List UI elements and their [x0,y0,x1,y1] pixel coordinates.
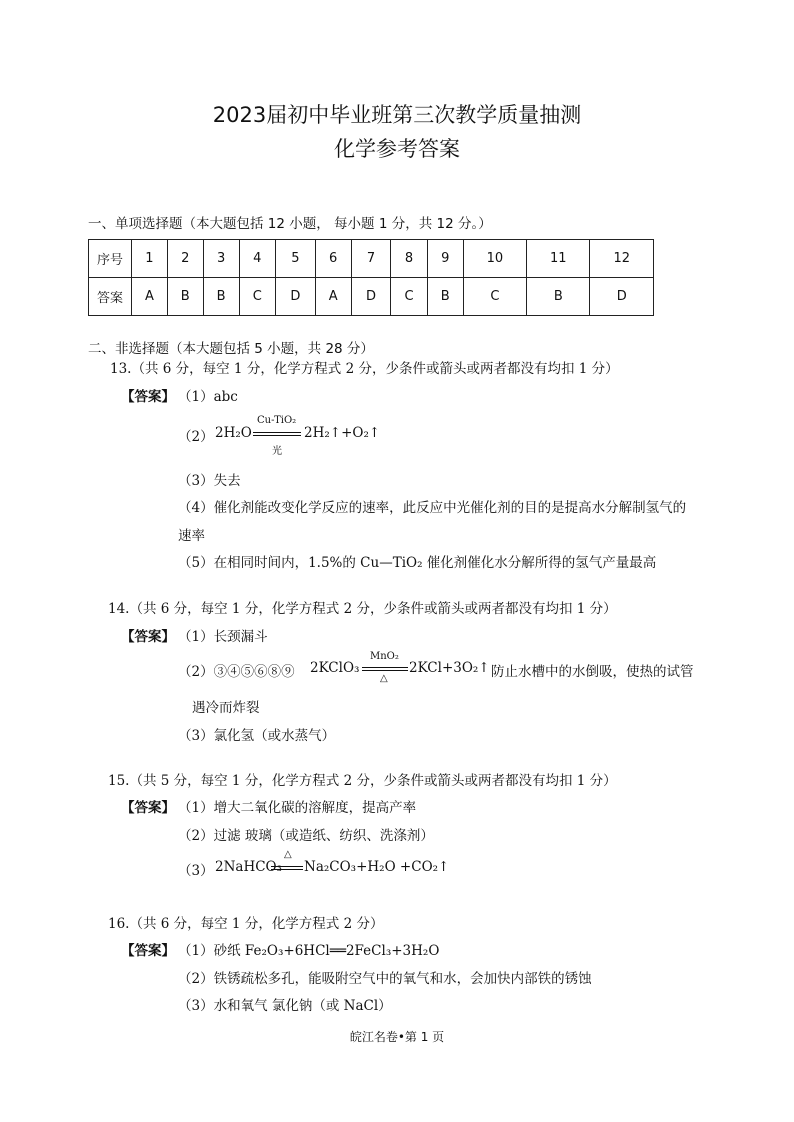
table-cell: B [427,278,463,316]
q15-equation-line-2 [271,869,303,870]
table-cell: D [275,278,315,316]
q14-equation-line-2 [362,670,408,671]
table-cell: A [132,278,168,316]
q15-a3-left: 2NaHCO₃ [215,859,283,875]
table-cell: D [351,278,391,316]
page-subtitle: 化学参考答案 [334,137,460,161]
table-cell: B [167,278,203,316]
q13-intro: 13.（共 6 分，每空 1 分，化学方程式 2 分，少条件或箭头或两者都没有均扣 1 分） [110,361,619,377]
table-cell: 3 [203,240,239,278]
q14-a3: （3）氯化氢（或水蒸气） [178,728,336,744]
q14-intro: 14.（共 6 分，每空 1 分，化学方程式 2 分，少条件或箭头或两者都没有均扣 1 分） [108,601,617,617]
row-label-number: 序号 [89,240,132,278]
table-cell: 8 [391,240,427,278]
table-cell: 6 [315,240,351,278]
table-cell: 11 [527,240,590,278]
q13-a2-condition-below: 光 [272,446,282,457]
q13-answer-tag: 【答案】 [121,389,175,405]
table-row-answers [89,278,654,316]
q15-a3-prefix: （3） [178,863,214,879]
q14-a2-prefix: （2）③④⑤⑥⑧⑨ [178,664,295,680]
q16-a1: （1）砂纸 Fe₂O₃+6HCl══2FeCl₃+3H₂O [178,943,440,959]
row-label-answer: 答案 [89,278,132,316]
q14-a1: （1）长颈漏斗 [178,629,268,645]
q15-answer-tag: 【答案】 [121,800,175,816]
q15-a2: （2）过滤 玻璃（或造纸、纺织、洗涤剂） [178,828,434,844]
q14-a2-line2: 遇冷而炸裂 [192,700,260,716]
q15-a3-right: Na₂CO₃+H₂O +CO₂↑ [304,859,450,875]
table-cell: B [527,278,590,316]
answer-table [88,239,654,316]
q14-equation-line [362,667,408,668]
table-cell: 12 [590,240,654,278]
q13-equation-line [253,432,301,433]
table-cell: A [315,278,351,316]
q13-a2-left: 2H₂O [215,425,252,441]
q15-intro: 15.（共 5 分，每空 1 分，化学方程式 2 分，少条件或箭头或两者都没有均扣 1 分） [108,773,617,789]
q13-a2-condition-above: Cu-TiO₂ [257,415,297,426]
q15-a3-condition-above: △ [284,849,292,860]
q16-answer-tag: 【答案】 [121,943,175,959]
table-cell: C [391,278,427,316]
q16-intro: 16.（共 6 分，每空 1 分，化学方程式 2 分） [108,916,384,932]
q16-a2: （2）铁锈疏松多孔，能吸附空气中的氧气和水，会加快内部铁的锈蚀 [178,971,592,987]
page-title: 2023届初中毕业班第三次教学质量抽测 [212,103,582,127]
q14-a2-condition-below: △ [380,673,388,684]
table-cell: 9 [427,240,463,278]
table-cell: 2 [167,240,203,278]
q13-a4-line1: （4）催化剂能改变化学反应的速率，此反应中光催化剂的目的是提高水分解制氢气的 [178,500,687,516]
q13-a2-prefix: （2） [178,429,214,445]
table-cell: 4 [239,240,275,278]
table-cell: 1 [132,240,168,278]
q13-a4-line2: 速率 [178,528,205,544]
q14-a2-condition-above: MnO₂ [370,651,399,662]
q13-a1: （1）abc [178,389,238,405]
q14-a2-left: 2KClO₃ [310,660,360,676]
q14-a2-tail: 防止水槽中的水倒吸，使热的试管 [491,664,694,680]
table-row-numbers [89,240,654,278]
page-footer: 皖江名卷•第 1 页 [349,1030,445,1044]
q15-a1: （1）增大二氧化碳的溶解度，提高产率 [178,800,417,816]
table-cell: D [590,278,654,316]
table-cell: 10 [463,240,526,278]
table-cell: B [203,278,239,316]
q16-a3: （3）水和氧气 氯化钠（或 NaCl） [178,998,392,1014]
section2-heading: 二、非选择题（本大题包括 5 小题，共 28 分） [88,341,374,357]
q13-equation-line-2 [253,435,301,436]
q14-a2-right: 2KCl+3O₂↑ [409,660,490,676]
q13-a5: （5）在相同时间内，1.5%的 Cu—TiO₂ 催化剂催化水分解所得的氢气产量最高 [178,555,657,571]
q13-a3: （3）失去 [178,473,241,489]
table-cell: C [463,278,526,316]
section1-heading: 一、单项选择题（本大题包括 12 小题， 每小题 1 分，共 12 分。） [88,216,492,232]
table-cell: 5 [275,240,315,278]
q14-answer-tag: 【答案】 [121,629,175,645]
q13-a2-right: 2H₂↑+O₂↑ [304,425,381,441]
table-cell: C [239,278,275,316]
q15-equation-line [271,866,303,867]
table-cell: 7 [351,240,391,278]
